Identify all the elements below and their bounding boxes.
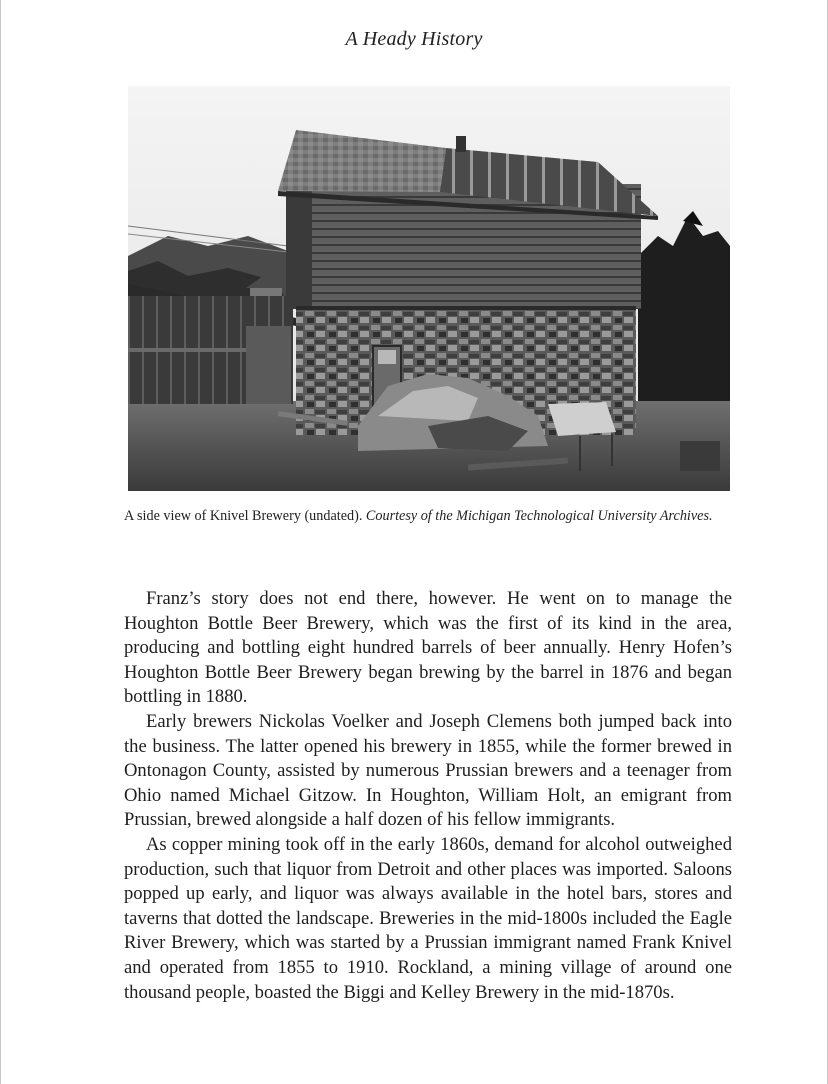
brewery-photo (128, 86, 730, 491)
caption-main: A side view of Knivel Brewery (undated). (124, 508, 363, 524)
figure-caption (124, 508, 734, 525)
running-head: A Heady History (345, 28, 483, 50)
body-text (124, 587, 732, 1005)
page-edge-left (0, 0, 1, 1084)
paragraph: As copper mining took off in the early 1860s, demand for alcohol outweighed production, such that liquor from Detroit and other places was imported. Saloons popped up early, and liquor was always available in the hotel bars, stores and taverns that dotted the landscape. Breweries in the mid-1800s included the Eagle River Brewery, which was started by a Prussian immigrant named Frank Knivel and operated from 1855 to 1910. Rockland, a mining village of around one thousand people, boasted the Biggi and Kelley Brewery in the mid-1870s. (124, 833, 732, 1003)
paragraph: Franz’s story does not end there, however. He went on to manage the Houghton Bottle Beer Brewery, which was the first of its kind in the area, producing and bottling eight hundred barrels of beer annually. Henry Hofen’s Houghton Bottle Beer Brewery began brewing by the barrel in 1876 and began bottling in 1880. (124, 588, 732, 708)
caption-credit: Courtesy of the Michigan Technological University Archives. (365, 508, 713, 524)
paragraph: Early brewers Nickolas Voelker and Joseph Clemens both jumped back into the business. The latter opened his brewery in 1855, while the former brewed in Ontonagon County, assisted by numerous Prussian brewers and a teenager from Ohio named Michael Gitzow. In Houghton, William Holt, an emigrant from Prussian, brewed alongside a half dozen of his fellow immigrants. (124, 710, 732, 831)
